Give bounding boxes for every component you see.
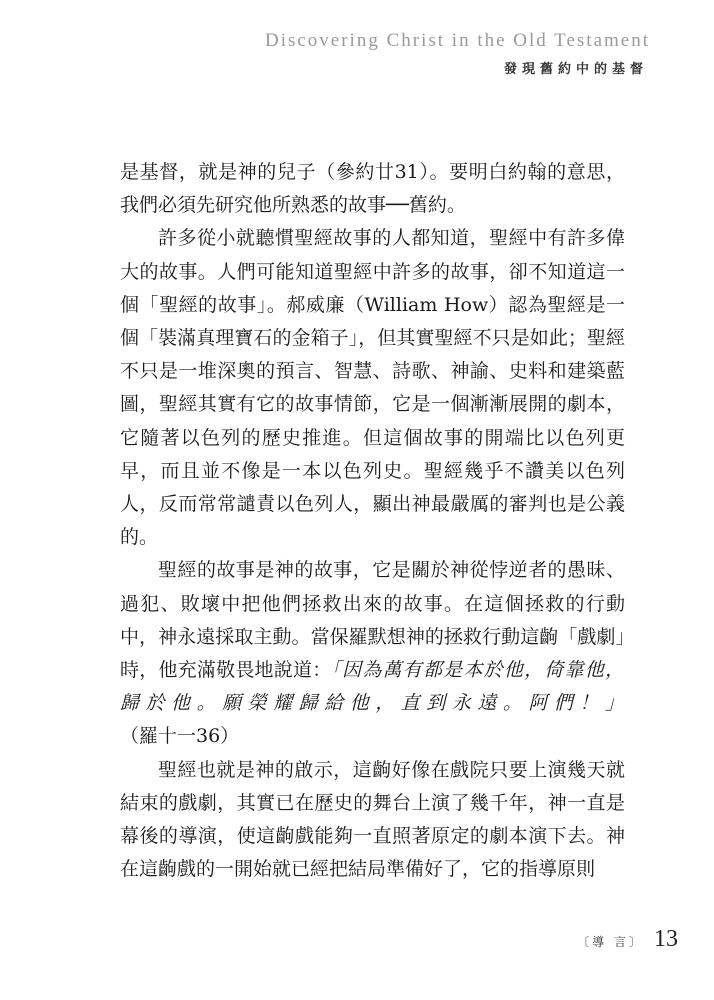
body-text (120, 156, 625, 886)
paragraph-1: 是基督，就是神的兒子（參約廿31）。要明白約翰的意思，我們必須先研究他所熟悉的故事──舊約。 (120, 161, 625, 217)
paragraph-4: 聖經也就是神的啟示，這齣好像在戲院只要上演幾天就結束的戲劇，其實已在歷史的舞台上演了幾千年，神一直是幕後的導演，使這齣戲能夠一直照著原定的劇本演下去。神在這齣戲的一開始就已經把結局準備好了，它的指導原則 (120, 758, 625, 881)
page-number: 13 (654, 926, 678, 952)
section-label: 〔導 言〕 (577, 935, 644, 949)
paragraph-3 (120, 554, 625, 753)
scripture-quote: 「因為萬有都是本於他，倚靠他，歸於他。願榮耀歸給他，直到永遠。阿們！」 (120, 659, 625, 715)
scripture-reference: （羅十一36） (120, 725, 240, 748)
running-header-english: Discovering Christ in the Old Testament (264, 30, 650, 51)
paragraph-2: 許多從小就聽慣聖經故事的人都知道，聖經中有許多偉大的故事。人們可能知道聖經中許多的故事，卻不知道這一個「聖經的故事」。郝威廉（William How）認為聖經是一個「裝滿真理寶石的金箱子」，但其實聖經不只是如此；聖經不只是一堆深奧的預言、智慧、詩歌、神諭、史料和建築藍圖，聖經其實有它的故事情節，它是一個漸漸展開的劇本，它隨著以色列的歷史推進。但這個故事的開端比以色列更早，而且並不像是一本以色列史。聖經幾乎不讚美以色列人，反而常常譴責以色列人，顯出神最嚴厲的審判也是公義的。 (120, 227, 625, 549)
running-header-chinese: 發現舊約中的基督 (503, 62, 648, 77)
page-footer (577, 926, 678, 953)
paragraph-3-lead: 聖經的故事是神的故事，它是關於神從悖逆者的愚昧、過犯、敗壞中把他們拯救出來的故事。在這個拯救的行動中，神永遠採取主動。當保羅默想神的拯救行動這齣「戲劇」時，他充滿敬畏地說道： (120, 559, 625, 682)
